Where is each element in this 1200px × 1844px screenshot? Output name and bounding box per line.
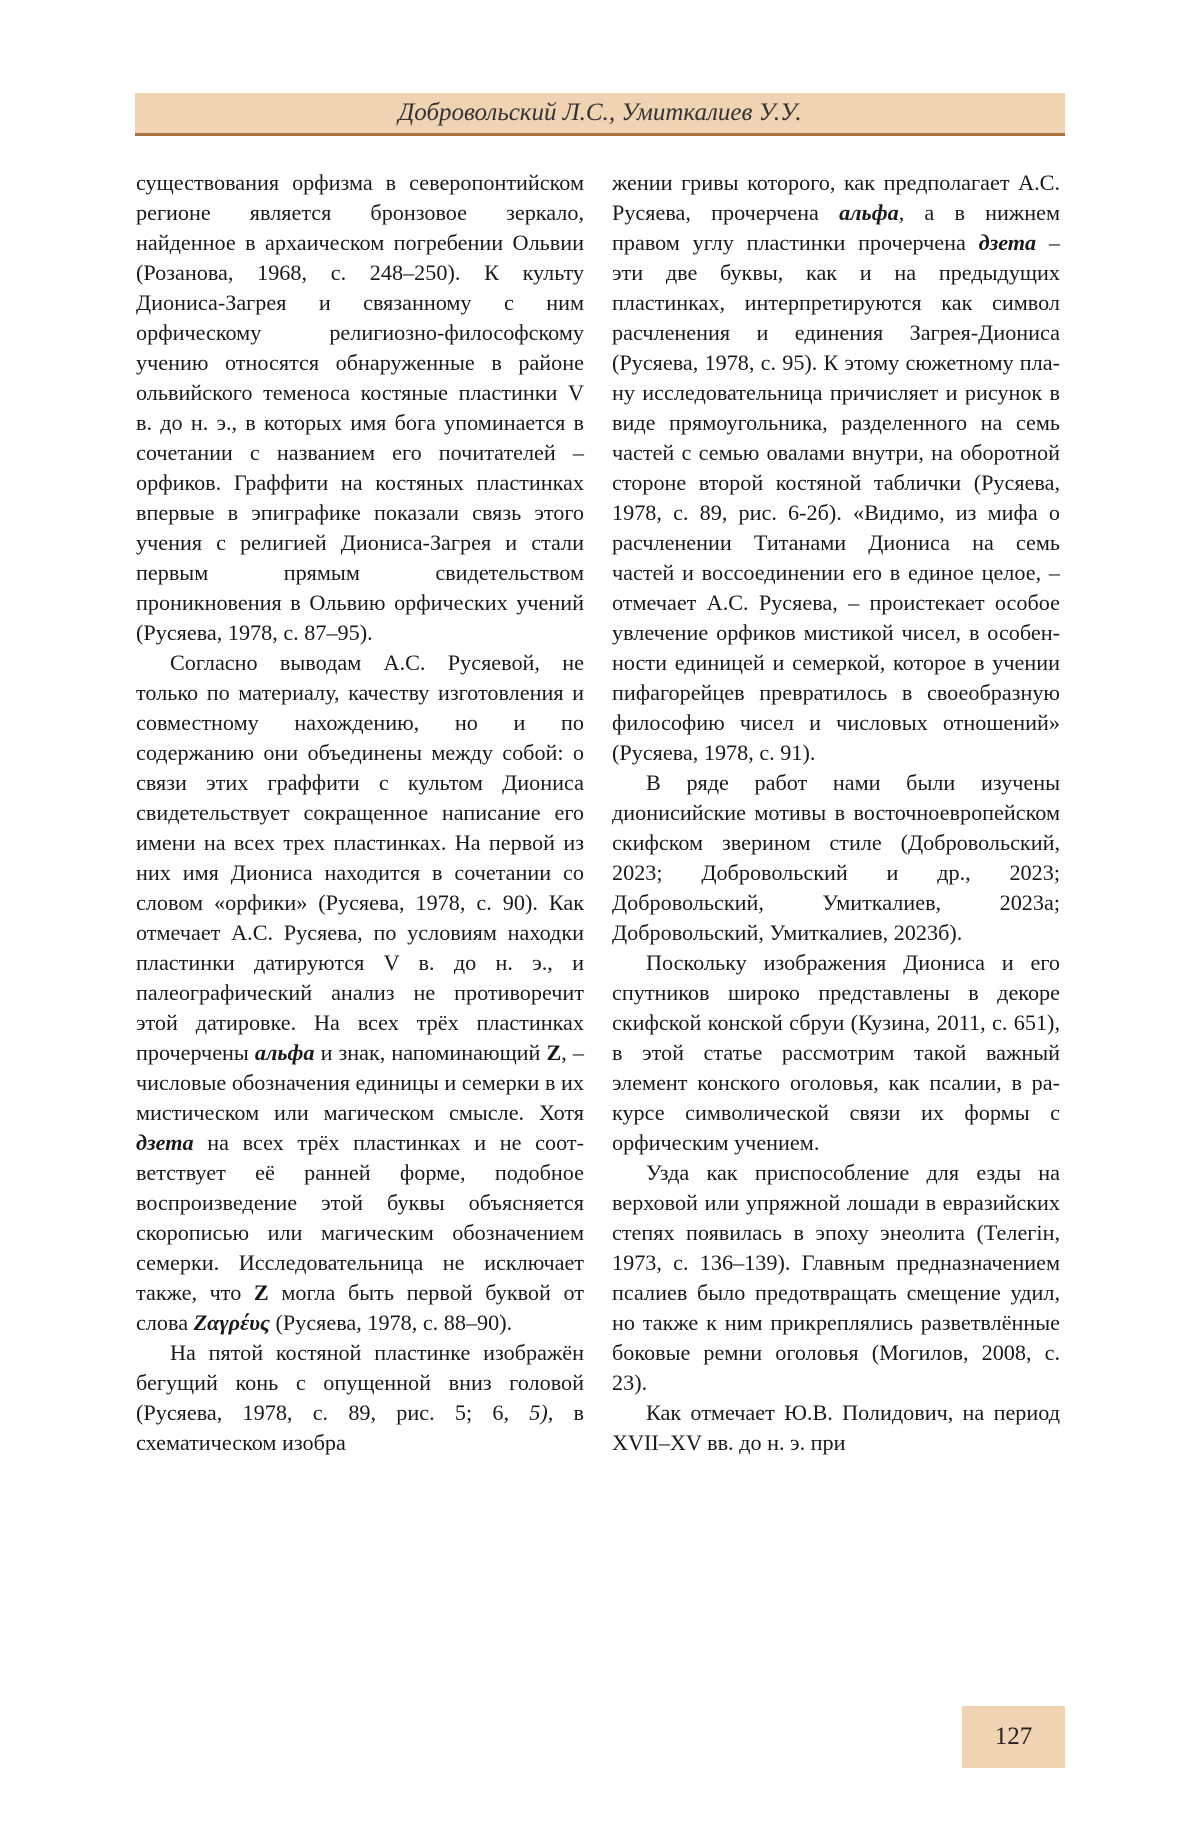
text-run: могла быть первой буквой от слова (136, 1280, 584, 1335)
text-run: В ряде работ нами были изучены дионисийские мотивы в восточноевропейском скифском зверином стиле (Добровольский, 2023; Добровольский и др., 2023; Добровольский, Умиткалиев, 2023а; Добровольский, Умиткалиев, 2023б). (612, 770, 1060, 945)
greek-term-alpha: альфа (839, 200, 899, 225)
paragraph (612, 1158, 1060, 1398)
greek-word-zagreus: Ζαγρέυς (193, 1310, 270, 1335)
text-run: на всех трёх пластинках и не соответствует её ранней форме, подобное воспроизведение этой буквы объясняется скорописью или магическим обозначением семерки. Исследовательница не исключает также, что (136, 1130, 584, 1305)
text-run: жении гривы которого, как предполагает А.С. Русяева, прочерчена (612, 170, 1060, 225)
figure-ref: 5), (529, 1400, 554, 1425)
letter-z: Z (253, 1280, 269, 1305)
text-run: Согласно выводам А.С. Русяевой, не только по материалу, качеству изготовления и совместному нахождению, но и по содержанию они объединены между собой: о связи этих граффити с культом Диониса свидетельствует сокращенное написание его имени на всех трех пластинках. На первой из них имя Диониса находится в сочетании со словом «орфики» (Русяева, 1978, с. 90). Как отмечает А.С. Русяева, по условиям находки пластинки датируются V в. до н. э., и палеографический анализ не противоречит этой датировке. На всех трёх пластинках прочерчены (136, 650, 584, 1065)
page-number-box (962, 1706, 1065, 1768)
text-run: Поскольку изображения Диониса и его спутников широко представлены в декоре скифской конской сбруи (Кузина, 2011, с. 651), в этой статье рассмотрим такой важный элемент конского оголовья, как псалии, в ракурсе символической связи их формы с орфическим учением. (612, 950, 1060, 1155)
text-run: , – числовые обозначения единицы и семерки в их мистическом или магическом смысле. Хотя (136, 1040, 584, 1125)
paragraph (612, 948, 1060, 1158)
running-header (135, 93, 1065, 136)
text-run: , а в нижнем правом углу пластинки прочерчена (612, 200, 1060, 255)
paragraph (612, 1398, 1060, 1458)
paragraph (136, 648, 584, 1338)
left-column (136, 168, 584, 1458)
paragraph (136, 168, 584, 648)
text-run: Узда как приспособление для езды на верховой или упряжной лошади в евразийских степях появилась в эпоху энеолита (Телегін, 1973, с. 136–139). Главным предназначением псалиев было предотвращать смещение удил, но также к ним прикреплялись разветвлённые боковые ремни оголовья (Могилов, 2008, с. 23). (612, 1160, 1060, 1395)
right-column (612, 168, 1060, 1458)
letter-z: Z (546, 1040, 562, 1065)
greek-term-zeta: дзета (978, 230, 1037, 255)
paragraph (612, 168, 1060, 768)
text-run: существования орфизма в северопонтийском регионе является бронзовое зеркало, найденное в архаическом погребении Ольвии (Розанова, 1968, с. 248–250). К культу Диониса-Загрея и связанному с ним орфическому религиозно-философскому учению относятся обнаруженные в районе ольвийского теменоса костяные пластинки V в. до н. э., в которых имя бога упоминается в сочетании с названием его почитателей – орфиков. Граффити на костяных пластинках впервые в эпиграфике показали связь этого учения с религией Диониса-Загрея и стали первым прямым свидетельством проникновения в Ольвию орфических учений (Русяева, 1978, с. 87–95). (136, 170, 584, 645)
greek-term-alpha: альфа (254, 1040, 315, 1065)
text-run: – эти две буквы, как и на предыдущих пластинках, интерпретируются как символ расчленения и единения Загрея-Диониса (Русяева, 1978, с. 95). К этому сюжетному плану исследовательница причисляет и рисунок в виде прямоугольника, разделенного на семь частей с семью овалами внутри, на оборотной стороне второй костяной таблички (Русяева, 1978, с. 89, рис. 6-2б). «Видимо, из мифа о расчленении Титанами Диониса на семь частей и воссоединении его в единое целое, – отмечает А.С. Русяева, – проистекает особое увлечение орфиков мистикой чисел, в особенности единицей и семеркой, которое в учении пифагорейцев превратилось в своеобразную философию чисел и числовых отношений» (Русяева, 1978, с. 91). (612, 230, 1060, 765)
text-run: (Русяева, 1978, с. 88–90). (269, 1310, 513, 1335)
greek-term-zeta: дзета (136, 1130, 194, 1155)
paragraph (136, 1338, 584, 1458)
running-title: Добровольский Л.С., Умиткалиев У.У. (398, 99, 802, 126)
page-number: 127 (994, 1723, 1033, 1750)
text-run: Как отмечает Ю.В. Полидович, на период XVII–XV вв. до н. э. при (612, 1400, 1060, 1455)
text-run: и знак, напоминающий (314, 1040, 547, 1065)
text-run: На пятой костяной пластинке изображён бегущий конь с опущенной вниз головой (Русяева, 1978, с. 89, рис. 5; 6, (136, 1340, 584, 1425)
text-run: в схематическом изобра (136, 1400, 584, 1455)
paragraph (612, 768, 1060, 948)
